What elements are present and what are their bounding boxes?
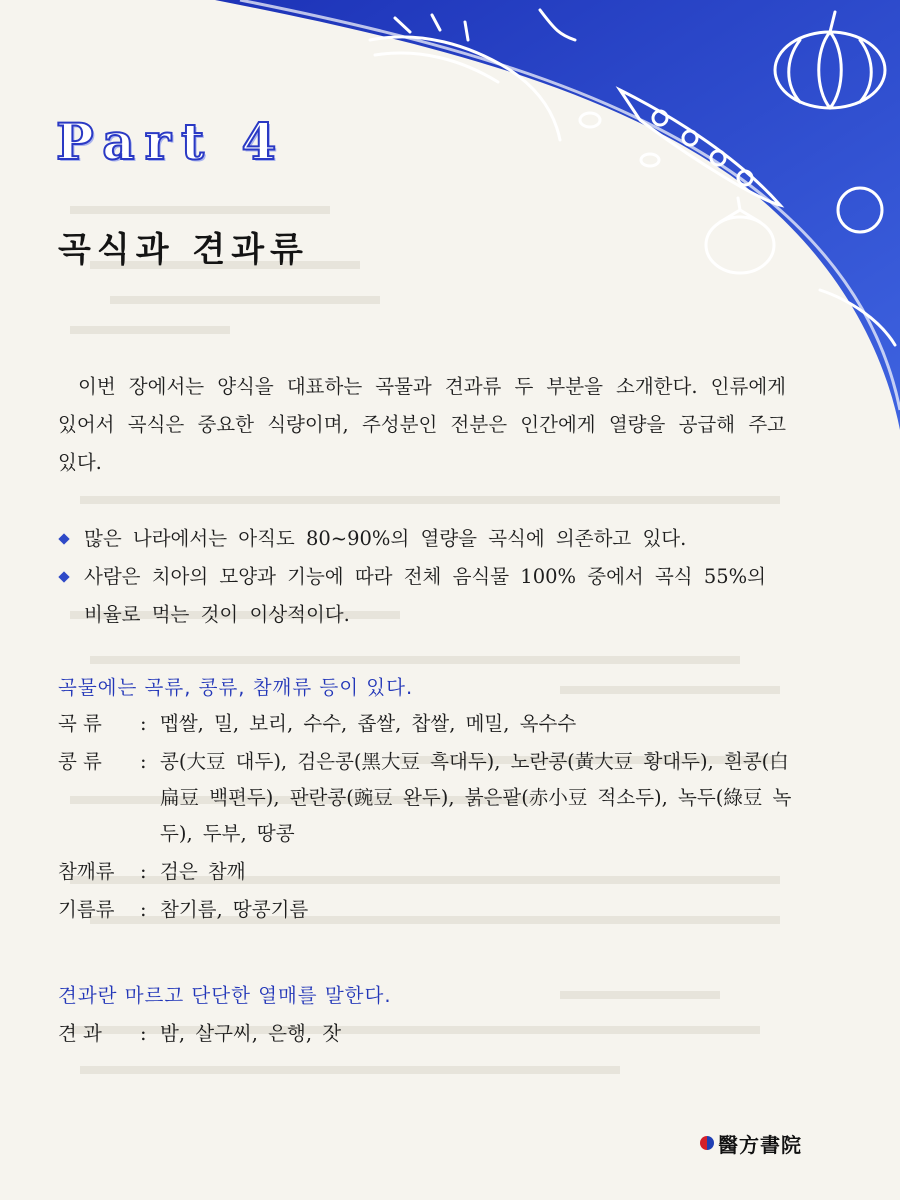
bullet-list: [58, 520, 788, 634]
publisher-emblem-icon: [700, 1136, 714, 1150]
colon-separator: :: [140, 712, 147, 735]
definition-row: [58, 892, 798, 928]
chapter-title: 곡식과 견과류: [58, 230, 309, 270]
definition-value: 멥쌀, 밀, 보리, 수수, 좁쌀, 찹쌀, 메밀, 옥수수: [160, 712, 577, 735]
colon-separator: :: [140, 860, 147, 883]
definition-row: [58, 744, 798, 852]
nuts-definition-row: [58, 1016, 798, 1052]
part-heading: Part 4: [56, 112, 287, 171]
bullet-item: [58, 558, 788, 634]
diamond-bullet-icon: [58, 533, 69, 544]
definition-term: 견 과: [58, 1022, 102, 1045]
definition-value: 검은 참깨: [160, 860, 246, 883]
definition-row: [58, 706, 798, 742]
definition-term: 콩 류: [58, 750, 102, 773]
grains-heading: 곡물에는 곡류, 콩류, 참깨류 등이 있다.: [58, 676, 414, 699]
definition-term: 기름류: [58, 898, 115, 921]
intro-paragraph: 이번 장에서는 양식을 대표하는 곡물과 견과류 두 부분을 소개한다. 인류에게 있어서 곡식은 중요한 식량이며, 주성분인 전분은 인간에게 열량을 공급해 주고 있다.: [58, 375, 786, 474]
bullet-text: 많은 나라에서는 아직도 80~90%의 열량을 곡식에 의존하고 있다.: [84, 527, 687, 550]
diamond-bullet-icon: [58, 571, 69, 582]
colon-separator: :: [140, 898, 147, 921]
definition-value: 밤, 살구씨, 은행, 잣: [160, 1022, 342, 1045]
bullet-item: [58, 520, 788, 558]
definition-term: 참깨류: [58, 860, 115, 883]
definition-value: 콩(大豆 대두), 검은콩(黑大豆 흑대두), 노란콩(黃大豆 황대두), 흰콩(白扁豆 백편두), 판란콩(豌豆 완두), 붉은팥(赤小豆 적소두), 녹두(綠豆 녹두), 두부, 땅콩: [160, 750, 792, 845]
bullet-text: 사람은 치아의 모양과 기능에 따라 전체 음식물 100% 중에서 곡식 55%의 비율로 먹는 것이 이상적이다.: [84, 565, 767, 626]
publisher-name: 醫方書院: [718, 1132, 802, 1157]
grains-definition-list: [58, 706, 798, 930]
definition-term: 곡 류: [58, 712, 102, 735]
nuts-heading: 견과란 마르고 단단한 열매를 말한다.: [58, 984, 392, 1007]
definition-row: [58, 854, 798, 890]
publisher-logo: [700, 1128, 802, 1158]
definition-value: 참기름, 땅콩기름: [160, 898, 309, 921]
colon-separator: :: [140, 1022, 147, 1045]
colon-separator: :: [140, 750, 147, 773]
